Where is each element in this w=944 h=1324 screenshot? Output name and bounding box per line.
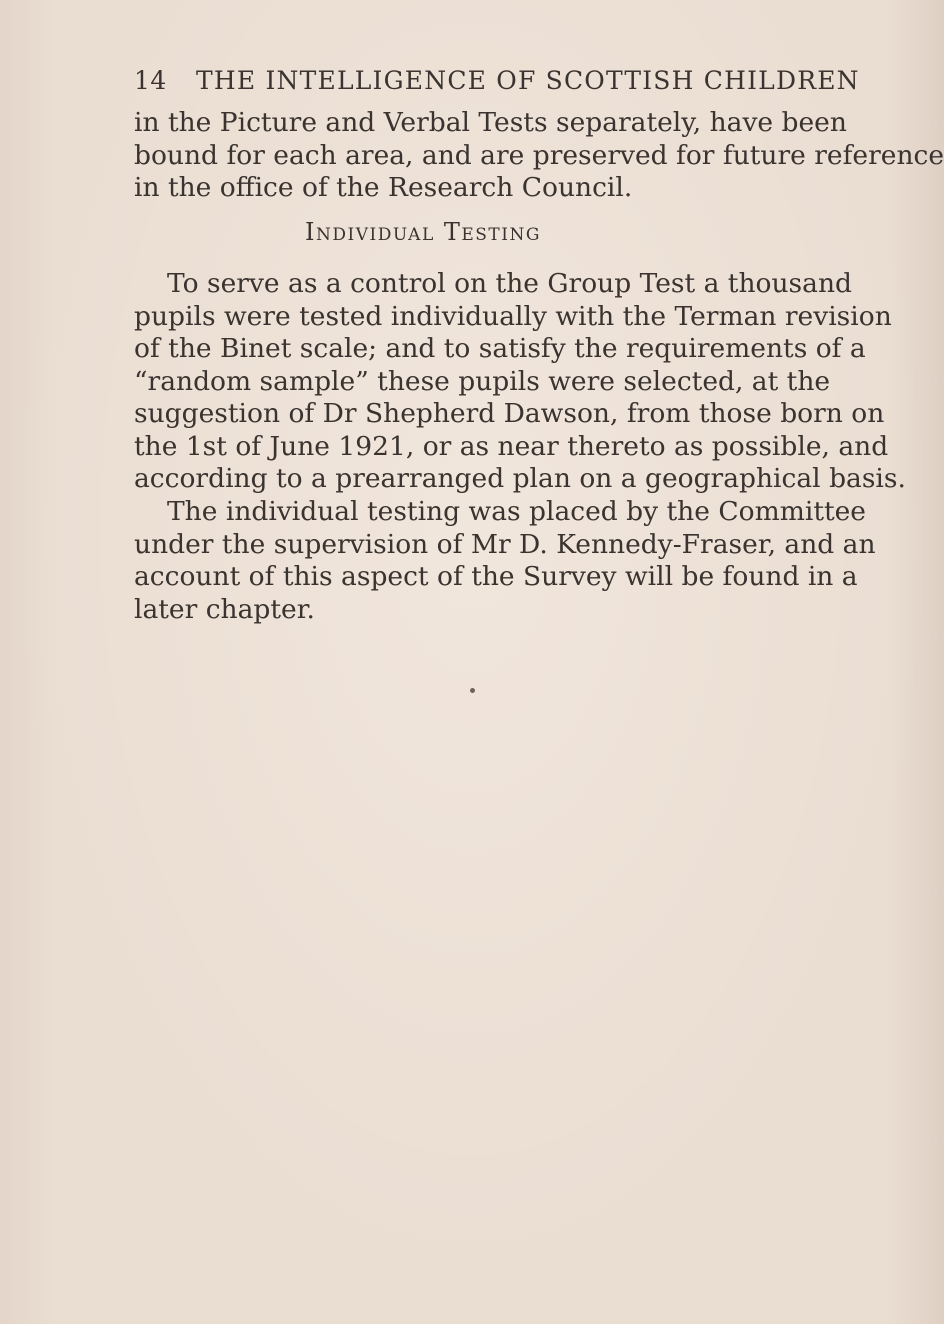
page-number: 14 — [134, 66, 167, 95]
text-line: under the supervision of Mr D. Kennedy-Fraser, and an — [134, 528, 876, 560]
text-line: “random sample” these pupils were selected, at the — [134, 365, 831, 397]
text-line: according to a prearranged plan on a geographical basis. — [134, 463, 906, 494]
text-line: account of this aspect of the Survey will be found in a — [134, 561, 858, 592]
paragraph-committee — [134, 496, 876, 626]
text-line: The individual testing was placed by the Committee — [167, 496, 866, 527]
text-line: bound for each area, and are preserved for future reference — [134, 139, 944, 171]
section-heading: Individual Testing — [305, 218, 541, 246]
running-head — [134, 66, 860, 106]
running-head-title: THE INTELLIGENCE OF SCOTTISH CHILDREN — [196, 66, 860, 95]
text-line: later chapter. — [134, 593, 315, 625]
paragraph-individual-testing — [134, 268, 906, 496]
paragraph-continued — [134, 107, 944, 205]
text-line: suggestion of Dr Shepherd Dawson, from those born on — [134, 398, 885, 429]
text-line: pupils were tested individually with the Terman revision — [134, 300, 892, 332]
text-line: the 1st of June 1921, or as near thereto as possible, and — [134, 430, 889, 462]
text-line: To serve as a control on the Group Test a thousand — [167, 268, 852, 299]
text-line: in the Picture and Verbal Tests separately, have been — [134, 107, 847, 138]
text-line: of the Binet scale; and to satisfy the requirements of a — [134, 333, 866, 364]
text-line: in the office of the Research Council. — [134, 172, 633, 203]
paper-speck — [470, 688, 475, 693]
